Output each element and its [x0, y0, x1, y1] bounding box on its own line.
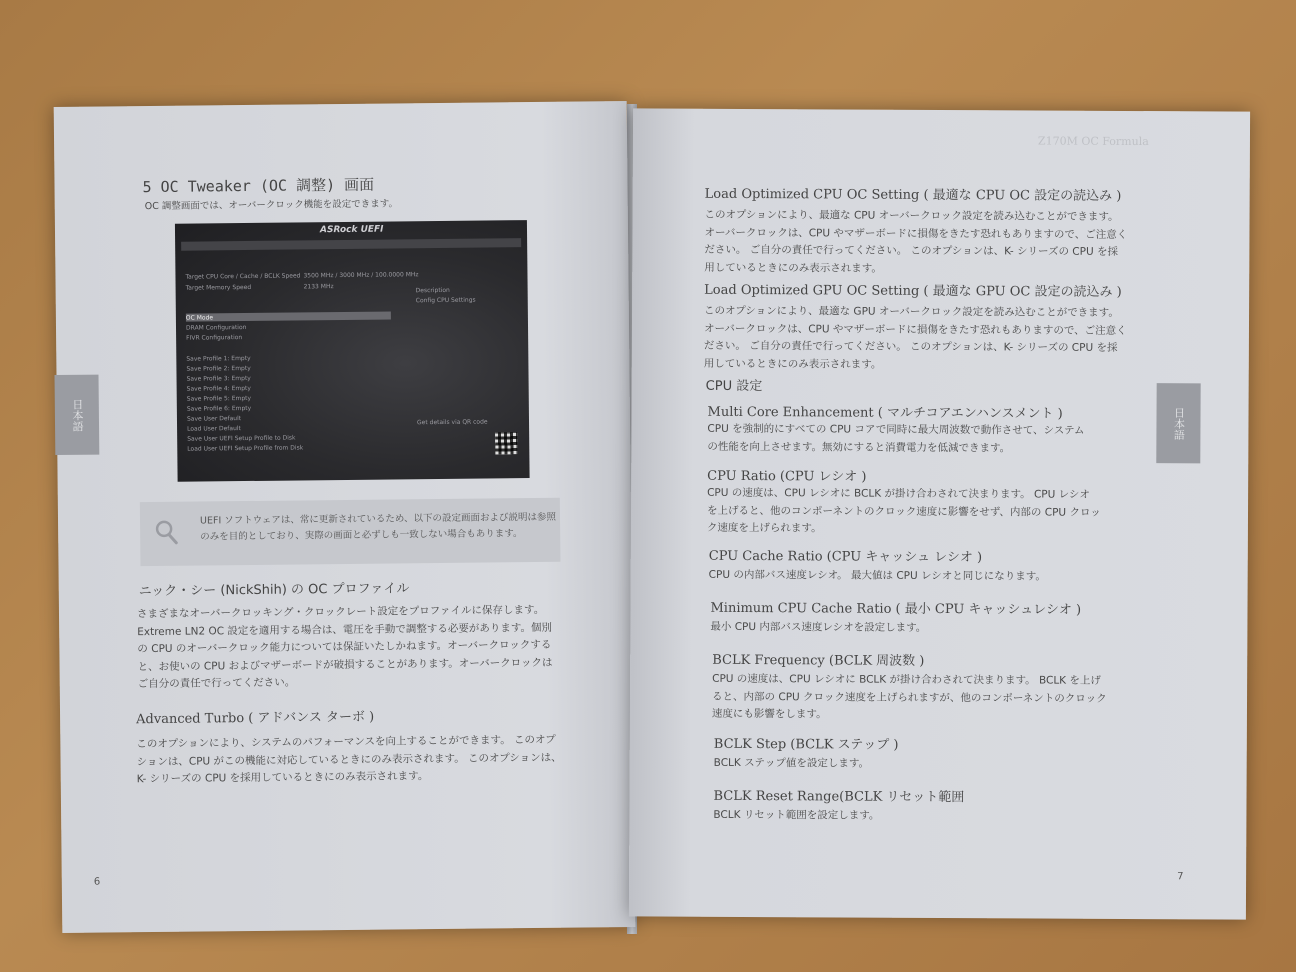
body-line: ると、内部の CPU クロック速度を上げられますが、他のコンポーネントのクロック: [712, 690, 1107, 705]
body-line: オーバークロックは、CPU やマザーボードに損傷をきたす恐れもありますので、ご注意く: [704, 226, 1128, 241]
page-number-left: 6: [93, 876, 101, 888]
uefi-row: Load User Default: [187, 425, 241, 433]
note-line: のみを目的としており、実際の画面と必ずしも一致しない場合もあります。: [200, 528, 523, 543]
section-heading: Load Optimized CPU OC Setting ( 最適な CPU OC 設定の読込み ): [704, 186, 1122, 204]
body-line: ださい。 ご自分の責任で行ってください。 このオプションは、K- シリーズの CPU を採: [703, 339, 1118, 354]
page-number-right: 7: [1177, 871, 1184, 883]
body-line: 速度にも影響をします。: [711, 707, 827, 721]
section-heading: Minimum CPU Cache Ratio ( 最小 CPU キャッシュレシオ ): [710, 600, 1082, 618]
section-body: [710, 619, 926, 638]
body-line: ク速度を上げられます。: [706, 521, 822, 535]
qr-code-icon: [495, 432, 517, 454]
uefi-row: OC Mode: [185, 314, 214, 322]
running-header: Z170M OC Formula: [1037, 134, 1149, 149]
profile-heading: ニック・シー (NickShih) の OC プロファイル: [138, 581, 410, 600]
uefi-row: Save Profile 2: Empty: [186, 364, 251, 373]
section-heading: Multi Core Enhancement ( マルチコアエンハンスメント ): [707, 404, 1063, 422]
section-body: [707, 421, 1084, 458]
right-page: [629, 108, 1250, 919]
note-line: UEFI ソフトウェアは、常に更新されているため、以下の設定画面および説明は参照: [199, 511, 557, 527]
body-line: このオプションにより、最適な GPU オーバークロック設定を読み込むことができます。: [704, 304, 1119, 319]
uefi-row: Save Profile 6: Empty: [186, 404, 252, 413]
profile-line: ご自分の責任で行ってください。: [137, 676, 296, 691]
uefi-speed-value: 3500 MHz / 3000 MHz / 100.0000 MHz: [303, 271, 419, 280]
profile-line: の CPU のオーバークロック能力については保証いたしかねます。オーバークロックする: [137, 638, 552, 656]
body-line: BCLK ステップ値を設定します。: [713, 756, 870, 770]
uefi-row: Save Profile 4: Empty: [186, 384, 251, 393]
body-line: このオプションにより、最適な CPU オーバークロック設定を読み込むことができます。: [704, 208, 1119, 223]
profile-line: Extreme LN2 OC 設定を適用する場合は、電圧を手動で調整する必要があります。個別: [137, 621, 553, 638]
language-tab-left: 日本語: [54, 375, 99, 455]
body-line: を上げると、他のコンポーネントのクロック速度に影響をせず、内部の CPU クロッ: [706, 504, 1101, 519]
section-heading: CPU Cache Ratio (CPU キャッシュ レシオ ): [708, 548, 983, 566]
uefi-row: Save User UEFI Setup Profile to Disk: [187, 434, 296, 443]
uefi-row: Save User Default: [186, 415, 242, 423]
profile-text: [137, 602, 553, 694]
uefi-memory-value: 2133 MHz: [303, 283, 334, 291]
body-line: BCLK リセット範囲を設定します。: [713, 808, 880, 822]
section-body: [709, 567, 1046, 586]
language-tab-right: 日本語: [1156, 383, 1200, 463]
section-body: [704, 207, 1127, 279]
uefi-row: Save Profile 5: Empty: [186, 394, 252, 403]
section-heading: CPU Ratio (CPU レシオ ): [707, 468, 867, 485]
uefi-qr-label: Get details via QR code: [416, 418, 488, 427]
section-heading: BCLK Step (BCLK ステップ ): [713, 736, 899, 753]
section-body: [712, 671, 1107, 726]
section-heading: BCLK Reset Range(BCLK リセット範囲: [713, 788, 965, 806]
section-heading: BCLK Frequency (BCLK 周波数 ): [712, 652, 925, 669]
body-line: CPU の内部バス速度レシオ。 最大値は CPU レシオと同じになります。: [708, 568, 1046, 583]
uefi-logo: ASRock UEFI: [319, 224, 384, 236]
section-intro: OC 調整画面では、オーバークロック機能を設定できます。: [144, 198, 399, 213]
body-line: 用しているときにのみ表示されます。: [703, 357, 882, 371]
uefi-row: DRAM Configuration: [185, 324, 247, 332]
cpu-settings-heading: CPU 設定: [705, 378, 763, 395]
uefi-row: FIVR Configuration: [186, 334, 243, 342]
body-line: ださい。 ご自分の責任で行ってください。 このオプションは、K- シリーズの CPU を採: [704, 243, 1119, 258]
uefi-description-text: Config CPU Settings: [415, 296, 476, 305]
advanced-turbo-text: [136, 732, 562, 789]
section-title: 5 OC Tweaker (OC 調整) 画面: [142, 175, 375, 197]
section-body: [713, 807, 879, 825]
section-body: [704, 303, 1127, 375]
body-line: 用しているときにのみ表示されます。: [704, 261, 882, 275]
advanced-line: K- シリーズの CPU を採用しているときにのみ表示されます。: [136, 770, 429, 786]
magnifier-icon: [152, 518, 180, 546]
body-line: CPU を強制的にすべての CPU コアで同時に最大周波数で動作させて、システム: [707, 422, 1085, 437]
uefi-row: Save Profile 1: Empty: [186, 354, 251, 363]
uefi-row: Load User UEFI Setup Profile from Disk: [187, 444, 304, 453]
body-line: CPU の速度は、CPU レシオに BCLK が掛け合わされて決まります。 BCLK を上げ: [712, 672, 1101, 687]
uefi-row: Target Memory Speed: [185, 283, 252, 292]
advanced-line: ションは、CPU がこの機能に対応しているときにのみ表示されます。 このオプションは、: [136, 751, 562, 768]
body-line: オーバークロックは、CPU やマザーボードに損傷をきたす恐れもありますので、ご注意く: [703, 322, 1127, 337]
advanced-turbo-heading: Advanced Turbo ( アドバンス ターボ ): [136, 709, 375, 728]
note-box: [140, 498, 561, 566]
section-heading: Load Optimized GPU OC Setting ( 最適な GPU OC 設定の読込み ): [704, 282, 1122, 300]
uefi-screenshot: [175, 220, 530, 482]
uefi-description-label: Description: [415, 286, 450, 295]
section-body: [714, 755, 869, 773]
body-line: 最小 CPU 内部バス速度レシオを設定します。: [710, 620, 927, 634]
uefi-row: Target CPU Core / Cache / BCLK Speed: [185, 272, 301, 281]
uefi-row: Save Profile 3: Empty: [186, 374, 251, 383]
profile-line: と、お使いの CPU およびマザーボードが破損することがあります。オーバークロックは: [137, 656, 553, 673]
body-line: CPU の速度は、CPU レシオに BCLK が掛け合わされて決まります。 CPU レシオ: [707, 486, 1090, 501]
profile-line: さまざまなオーバークロッキング・クロックレート設定をプロファイルに保存します。: [136, 603, 545, 621]
left-page: [54, 101, 636, 933]
body-line: の性能を向上させます。無効にすると消費電力を低減できます。: [707, 440, 1011, 454]
advanced-line: このオプションにより、システムのパフォーマンスを向上することができます。 このオプ: [136, 733, 556, 751]
uefi-menu-bar: [181, 238, 521, 251]
note-text: [200, 510, 556, 546]
section-body: [707, 485, 1101, 540]
